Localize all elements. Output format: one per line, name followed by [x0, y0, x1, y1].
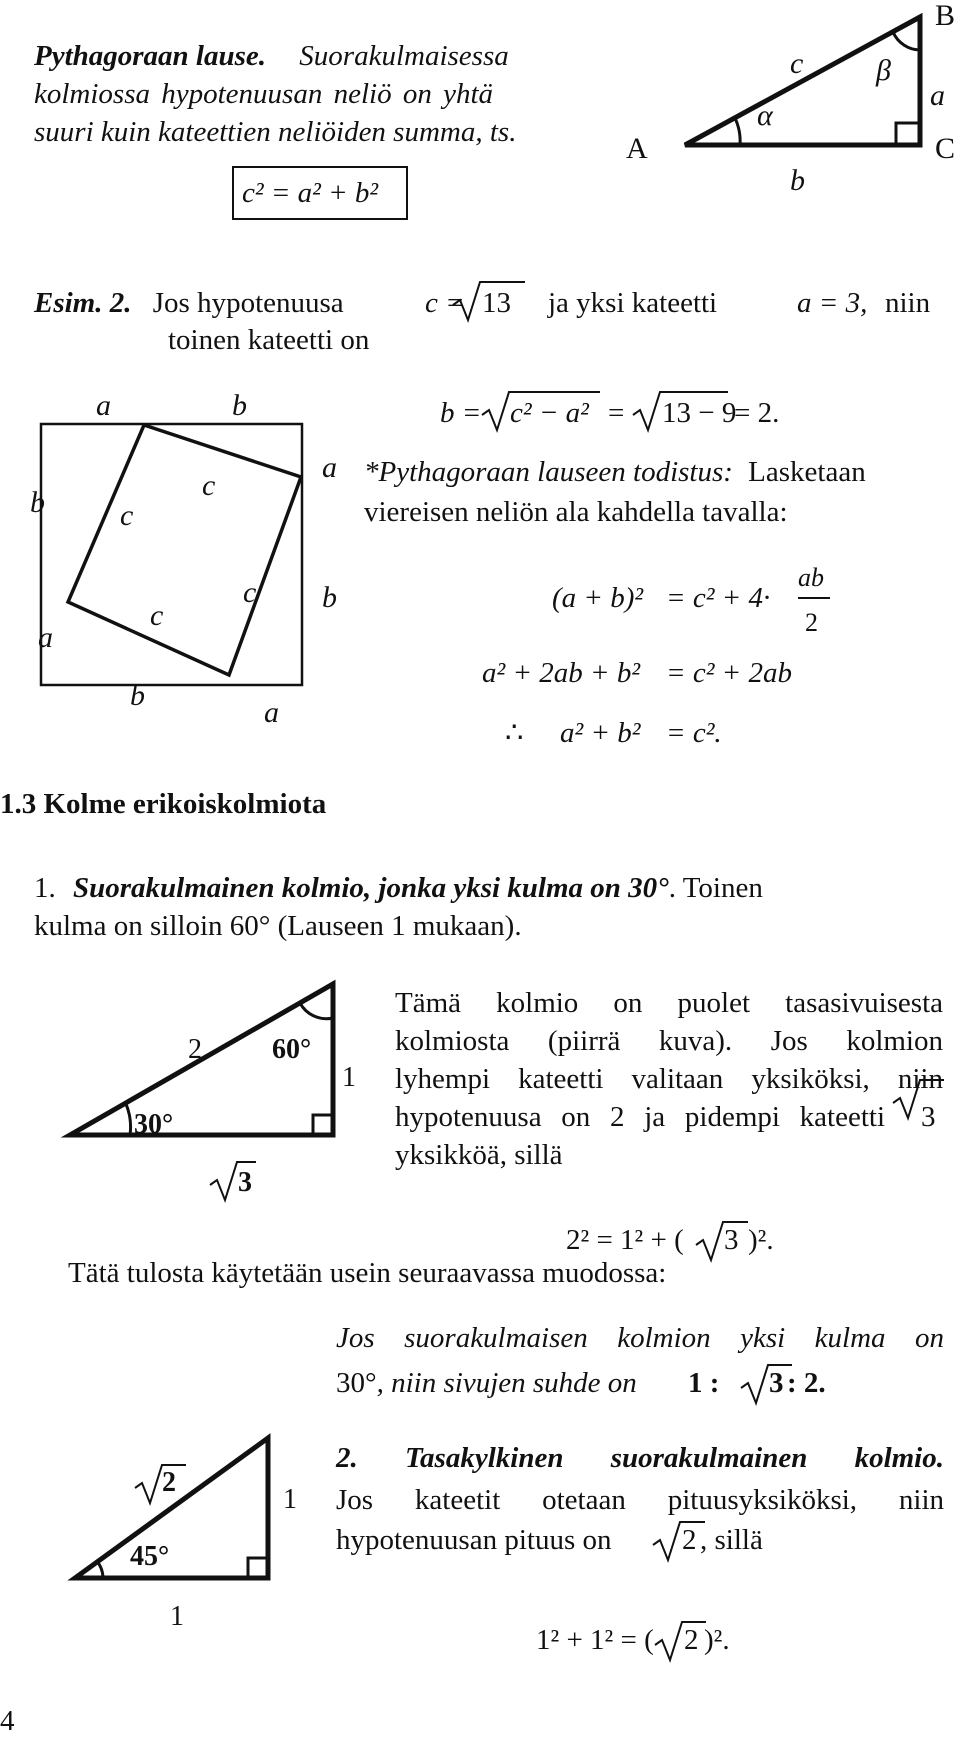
tri30-text-4: hypotenuusa on 2 ja pidempi kateetti	[395, 1101, 885, 1133]
example-eq2: = 2.	[734, 397, 780, 429]
tri30-angle60-label: 60°	[272, 1034, 312, 1065]
square-top-a: a	[96, 389, 111, 422]
example-text-3: niin	[885, 287, 931, 319]
example-a-eq: a = 3,	[797, 287, 868, 319]
tri45-hyp-root: 2	[162, 1467, 176, 1498]
proof-heading-rest: Lasketaan	[748, 456, 866, 488]
proof-eq2-left: a² + 2ab + b²	[482, 657, 641, 689]
square-bottom-a: a	[264, 696, 279, 729]
example-b-eq: b =	[440, 397, 482, 429]
item1-title-rest: . Toinen	[668, 872, 763, 904]
item2-line2: Jos kateetit otetaan pituusyksiköksi, niin	[336, 1484, 944, 1516]
page-number: 4	[0, 1705, 15, 1737]
tri30-eq-end: )².	[748, 1224, 774, 1256]
tri30-eq: 2² = 1² + (	[566, 1224, 684, 1256]
example-text-2: ja yksi kateetti	[548, 287, 718, 319]
vertex-C-label: C	[935, 132, 956, 165]
formula-box	[232, 166, 408, 220]
tri30-side1-label: 1	[342, 1062, 356, 1093]
item1-number: 1.	[34, 872, 56, 904]
angle-beta-label: β	[876, 54, 891, 87]
theorem-formula: c² = a² + b²	[242, 177, 379, 209]
rule-line2	[336, 1365, 637, 1401]
example-c-val: 13	[482, 287, 511, 319]
square-c-bottom: c	[150, 599, 164, 632]
proof-eq3-left: a² + b²	[560, 717, 641, 749]
square-c-top: c	[202, 469, 216, 502]
square-left-a: a	[38, 621, 53, 654]
tri45-angle-label: 45°	[130, 1541, 170, 1572]
proof-heading: *Pythagoraan lauseen todistus:	[364, 456, 733, 488]
rule-angle: 30°	[336, 1367, 377, 1399]
angle-alpha-label: α	[757, 99, 773, 132]
proof-frac-num: ab	[798, 563, 824, 592]
tri30-hyp-label: 2	[188, 1034, 202, 1065]
theorem-title: Pythagoraan lause.	[34, 40, 267, 72]
square-right-a: a	[322, 451, 337, 484]
proof-eq2-right: = c² + 2ab	[666, 657, 792, 689]
proof-eq1-left: (a + b)²	[552, 582, 644, 614]
example-eq1: =	[608, 397, 625, 429]
square-left-b: b	[30, 486, 45, 519]
tri30-root3-label: 3	[238, 1167, 252, 1198]
rule-ratio-1: 1 :	[688, 1367, 720, 1399]
square-c-right: c	[243, 576, 257, 609]
proof-eq3-right: = c².	[666, 717, 722, 749]
tri30-text-1: Tämä kolmio on puolet tasasivuisesta	[395, 987, 943, 1019]
example-text-1: Jos hypotenuusa	[152, 287, 344, 319]
example-b-num: 13 − 9	[662, 397, 737, 429]
rule-line1: Jos suorakulmaisen kolmion yksi kulma on	[336, 1322, 944, 1354]
item1-line2: kulma on silloin 60° (Lauseen 1 mukaan).	[34, 910, 522, 942]
item1-title: Suorakulmainen kolmio, jonka yksi kulma on 30°	[73, 872, 669, 904]
square-top-b: b	[232, 389, 247, 422]
proof-therefore: ∴	[505, 717, 524, 749]
item2-title: 2. Tasakylkinen suorakulmainen kolmio.	[336, 1442, 944, 1474]
square-right-b: b	[322, 581, 337, 614]
item1-line1	[34, 870, 763, 906]
tri30-text-5: yksikköä, sillä	[395, 1139, 563, 1171]
item2-eq-root: 2	[684, 1624, 699, 1656]
usage-text: Tätä tulosta käytetään usein seuraavassa muodossa:	[68, 1257, 667, 1289]
side-c-label: c	[790, 47, 804, 80]
tri30-text-3: lyhempi kateetti valitaan yksiköksi, niin	[395, 1063, 943, 1095]
proof-line1	[364, 454, 866, 490]
item2-line3-root: 2	[682, 1524, 697, 1556]
square-bottom-b: b	[130, 679, 145, 712]
theorem-text-3: suuri kuin kateettien neliöiden summa, ts.	[34, 116, 517, 148]
square-diagram	[41, 424, 302, 685]
example-line1	[34, 285, 344, 321]
example-line2: toinen kateetti on	[168, 324, 370, 356]
vertex-A-label: A	[626, 132, 648, 165]
tri30-text-4-root: 3	[921, 1101, 936, 1133]
side-a-label: a	[930, 79, 945, 112]
proof-frac-den: 2	[805, 608, 818, 637]
side-b-label: b	[790, 164, 805, 197]
triangle-45-45-90	[75, 1438, 268, 1578]
item2-line3: hypotenuusan pituus on	[336, 1524, 612, 1556]
example-b-expr: c² − a²	[510, 397, 589, 429]
tri30-angle30-label: 30°	[134, 1109, 174, 1140]
theorem-text-2: kolmiossa hypotenuusan neliö on yhtä	[34, 78, 494, 110]
proof-eq1-right: = c² + 4·	[666, 582, 771, 614]
example-c-eq: c =	[425, 287, 465, 319]
theorem-text-1: Suorakulmaisessa	[299, 40, 509, 72]
rule-ratio-root: 3	[769, 1367, 784, 1399]
tri30-eq-root: 3	[724, 1224, 739, 1256]
tri45-base-label: 1	[170, 1601, 184, 1632]
tri45-side-label: 1	[283, 1484, 297, 1515]
tri30-text-2: kolmiosta (piirrä kuva). Jos kolmion	[395, 1025, 943, 1057]
vertex-B-label: B	[935, 0, 956, 32]
item2-line3-end: , sillä	[700, 1524, 763, 1556]
example-label: Esim. 2.	[34, 287, 132, 319]
theorem-line1	[34, 38, 509, 74]
square-c-left: c	[120, 499, 134, 532]
item2-eq-end: )².	[704, 1624, 730, 1656]
rule-text: , niin sivujen suhde on	[376, 1367, 637, 1399]
proof-line2: viereisen neliön ala kahdella tavalla:	[364, 496, 788, 528]
section-heading: 1.3 Kolme erikoiskolmiota	[0, 788, 327, 820]
rule-ratio-end: : 2.	[787, 1367, 826, 1399]
item2-eq: 1² + 1² = (	[536, 1624, 654, 1656]
